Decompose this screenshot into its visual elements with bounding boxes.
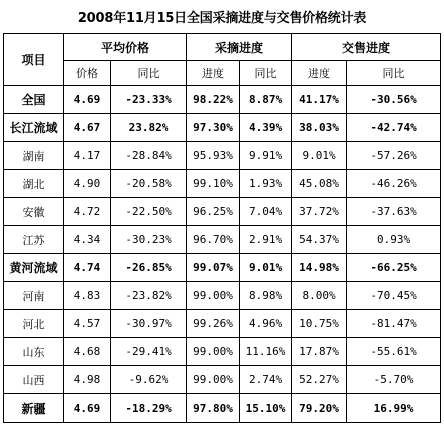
header-row-groups	[4, 34, 441, 61]
cell-picking-progress: 99.10%	[187, 170, 240, 198]
cell-price: 4.69	[64, 394, 111, 423]
cell-picking-yoy: 15.10%	[240, 394, 292, 423]
cell-sales-progress: 37.72%	[292, 198, 347, 226]
cell-picking-progress: 96.25%	[187, 198, 240, 226]
header-sub-yoy: 同比	[111, 61, 187, 86]
table-row	[4, 170, 441, 198]
header-group-picking-progress: 采摘进度	[187, 34, 292, 61]
cell-picking-progress: 99.00%	[187, 366, 240, 394]
row-label: 湖南	[4, 142, 64, 170]
table-row	[4, 226, 441, 254]
table-row	[4, 198, 441, 226]
cell-sales-yoy: -5.70%	[347, 366, 441, 394]
cell-sales-yoy: -46.26%	[347, 170, 441, 198]
cell-sales-yoy: -42.74%	[347, 114, 441, 142]
cell-picking-progress: 96.70%	[187, 226, 240, 254]
cell-picking-yoy: 4.39%	[240, 114, 292, 142]
cell-sales-yoy: 0.93%	[347, 226, 441, 254]
cell-price: 4.34	[64, 226, 111, 254]
cell-price-yoy: -22.50%	[111, 198, 187, 226]
cell-picking-yoy: 8.98%	[240, 282, 292, 310]
header-sub-yoy: 同比	[347, 61, 441, 86]
cell-picking-yoy: 4.96%	[240, 310, 292, 338]
cell-picking-progress: 97.30%	[187, 114, 240, 142]
header-group-sales-progress: 交售进度	[292, 34, 441, 61]
table-row	[4, 282, 441, 310]
cell-sales-progress: 17.87%	[292, 338, 347, 366]
table-row	[4, 86, 441, 114]
cell-sales-progress: 9.01%	[292, 142, 347, 170]
table-row	[4, 310, 441, 338]
cell-price-yoy: -23.82%	[111, 282, 187, 310]
table-row	[4, 114, 441, 142]
table-row	[4, 394, 441, 423]
cell-picking-yoy: 9.01%	[240, 254, 292, 282]
row-label: 安徽	[4, 198, 64, 226]
cell-price: 4.98	[64, 366, 111, 394]
header-row-sub	[4, 61, 441, 86]
cell-sales-progress: 79.20%	[292, 394, 347, 423]
cell-picking-yoy: 7.04%	[240, 198, 292, 226]
cell-price: 4.67	[64, 114, 111, 142]
cell-price: 4.69	[64, 86, 111, 114]
row-label: 江苏	[4, 226, 64, 254]
cell-picking-yoy: 9.91%	[240, 142, 292, 170]
header-sub-progress: 进度	[292, 61, 347, 86]
cell-price: 4.68	[64, 338, 111, 366]
cell-price: 4.90	[64, 170, 111, 198]
cell-sales-yoy: -55.61%	[347, 338, 441, 366]
cell-sales-progress: 54.37%	[292, 226, 347, 254]
cell-price-yoy: -26.85%	[111, 254, 187, 282]
cell-price-yoy: 23.82%	[111, 114, 187, 142]
cell-picking-yoy: 11.16%	[240, 338, 292, 366]
cell-sales-yoy: -70.45%	[347, 282, 441, 310]
row-label: 山西	[4, 366, 64, 394]
cell-picking-yoy: 2.74%	[240, 366, 292, 394]
cell-sales-progress: 38.03%	[292, 114, 347, 142]
header-sub-progress: 进度	[187, 61, 240, 86]
cell-picking-progress: 99.00%	[187, 338, 240, 366]
header-group-avg-price: 平均价格	[64, 34, 187, 61]
row-label: 河北	[4, 310, 64, 338]
cell-price-yoy: -9.62%	[111, 366, 187, 394]
cell-price: 4.17	[64, 142, 111, 170]
cell-price: 4.57	[64, 310, 111, 338]
cell-picking-progress: 99.26%	[187, 310, 240, 338]
cell-picking-yoy: 2.91%	[240, 226, 292, 254]
cell-price-yoy: -30.97%	[111, 310, 187, 338]
header-item: 项目	[4, 34, 64, 86]
table-row	[4, 338, 441, 366]
table-body	[4, 86, 441, 423]
cell-price-yoy: -30.23%	[111, 226, 187, 254]
cell-picking-progress: 95.93%	[187, 142, 240, 170]
cell-picking-progress: 97.80%	[187, 394, 240, 423]
cell-sales-progress: 41.17%	[292, 86, 347, 114]
cell-price-yoy: -18.29%	[111, 394, 187, 423]
cell-price-yoy: -20.58%	[111, 170, 187, 198]
cell-picking-yoy: 8.87%	[240, 86, 292, 114]
cell-price-yoy: -23.33%	[111, 86, 187, 114]
cell-price: 4.74	[64, 254, 111, 282]
cell-sales-progress: 45.08%	[292, 170, 347, 198]
row-label: 湖北	[4, 170, 64, 198]
cell-sales-yoy: -81.47%	[347, 310, 441, 338]
header-sub-price: 价格	[64, 61, 111, 86]
cell-price-yoy: -28.84%	[111, 142, 187, 170]
cell-sales-progress: 10.75%	[292, 310, 347, 338]
statistics-table	[3, 33, 441, 423]
table-title: 2008年11月15日全国采摘进度与交售价格统计表	[77, 11, 367, 26]
row-label: 河南	[4, 282, 64, 310]
cell-picking-yoy: 1.93%	[240, 170, 292, 198]
header-sub-yoy: 同比	[240, 61, 292, 86]
cell-sales-yoy: 16.99%	[347, 394, 441, 423]
row-label: 山东	[4, 338, 64, 366]
row-label: 黄河流域	[4, 254, 64, 282]
cell-sales-progress: 8.00%	[292, 282, 347, 310]
row-label: 全国	[4, 86, 64, 114]
cell-sales-progress: 52.27%	[292, 366, 347, 394]
row-label: 新疆	[4, 394, 64, 423]
cell-picking-progress: 98.22%	[187, 86, 240, 114]
cell-sales-yoy: -66.25%	[347, 254, 441, 282]
cell-price: 4.83	[64, 282, 111, 310]
table-row	[4, 142, 441, 170]
cell-sales-yoy: -30.56%	[347, 86, 441, 114]
row-label: 长江流域	[4, 114, 64, 142]
table-row	[4, 254, 441, 282]
cell-picking-progress: 99.00%	[187, 282, 240, 310]
cell-sales-yoy: -37.63%	[347, 198, 441, 226]
cell-price-yoy: -29.41%	[111, 338, 187, 366]
cell-sales-progress: 14.98%	[292, 254, 347, 282]
cell-price: 4.72	[64, 198, 111, 226]
table-row	[4, 366, 441, 394]
cell-sales-yoy: -57.26%	[347, 142, 441, 170]
cell-picking-progress: 99.07%	[187, 254, 240, 282]
